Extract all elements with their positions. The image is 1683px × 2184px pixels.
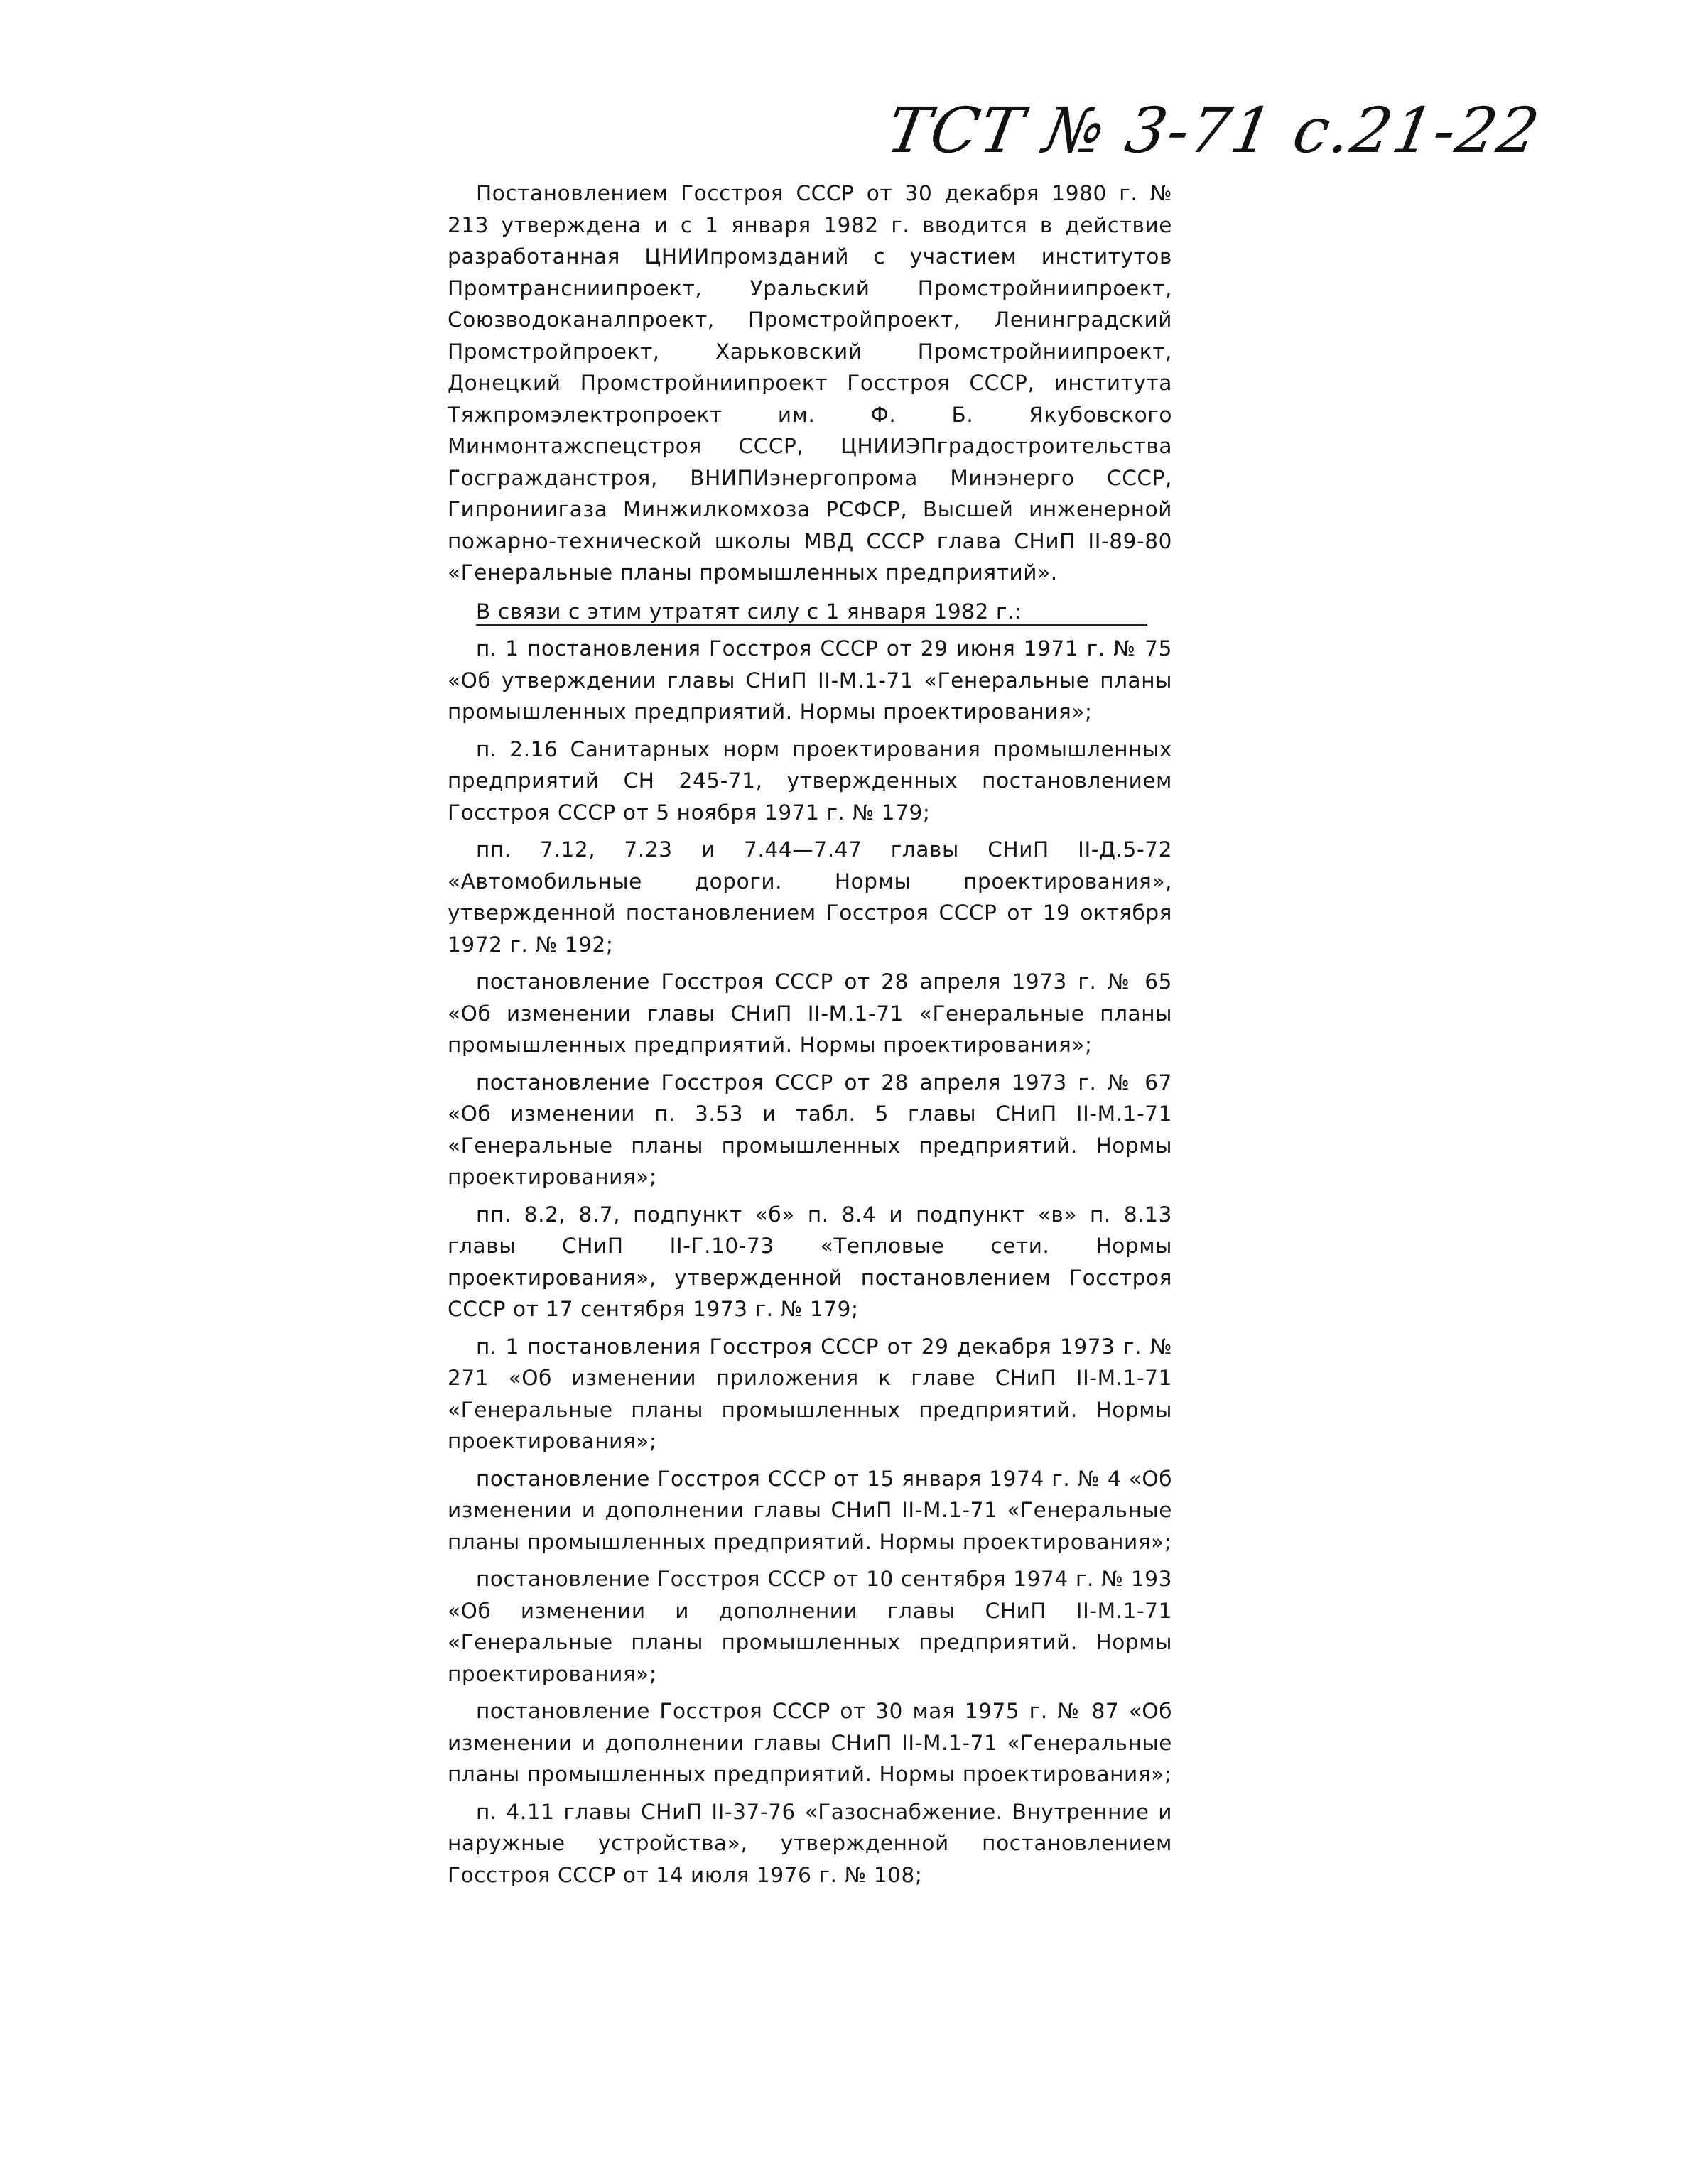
repealed-item: постановление Госстроя СССР от 28 апреля 1973 г. № 65 «Об изменении главы СНиП II-М.1-71 «Генеральные планы промышленных предприятий. Нормы проектирования»; bbox=[448, 969, 1172, 1057]
repealed-item: постановление Госстроя СССР от 15 января 1974 г. № 4 «Об изменении и дополнении главы СНиП II-М.1-71 «Генеральные планы промышленных предприятий. Нормы проектирования»; bbox=[448, 1466, 1172, 1554]
document-body bbox=[448, 178, 1172, 1896]
repealed-item: пп. 8.2, 8.7, подпункт «б» п. 8.4 и подпункт «в» п. 8.13 главы СНиП II-Г.10-73 «Тепловые сети. Нормы проектирования», утвержденной постановлением Госстроя СССР от 17 сентября 1973 г. № 179; bbox=[448, 1202, 1172, 1321]
repealed-item: пп. 7.12, 7.23 и 7.44—7.47 главы СНиП II-Д.5-72 «Автомобильные дороги. Нормы проектирования», утвержденной постановлением Госстроя СССР от 19 октября 1972 г. № 192; bbox=[448, 837, 1172, 957]
repealed-item: п. 1 постановления Госстроя СССР от 29 июня 1971 г. № 75 «Об утверждении главы СНиП II-М.1-71 «Генеральные планы промышленных предприятий. Нормы проектирования»; bbox=[448, 636, 1172, 724]
repealed-item: постановление Госстроя СССР от 28 апреля 1973 г. № 67 «Об изменении п. 3.53 и табл. 5 главы СНиП II-М.1-71 «Генеральные планы промышленных предприятий. Нормы проектирования»; bbox=[448, 1070, 1172, 1189]
repealed-item: п. 4.11 главы СНиП II-37-76 «Газоснабжение. Внутренние и наружные устройства», утвержденной постановлением Госстроя СССР от 14 июля 1976 г. № 108; bbox=[448, 1799, 1172, 1887]
repealed-item: п. 1 постановления Госстроя СССР от 29 декабря 1973 г. № 271 «Об изменении приложения к главе СНиП II-М.1-71 «Генеральные планы промышленных предприятий. Нормы проектирования»; bbox=[448, 1334, 1172, 1453]
repealed-item: постановление Госстроя СССР от 10 сентября 1974 г. № 193 «Об изменении и дополнении главы СНиП II-М.1-71 «Генеральные планы промышленных предприятий. Нормы проектирования»; bbox=[448, 1567, 1172, 1686]
repealed-item: п. 2.16 Санитарных норм проектирования промышленных предприятий СН 245-71, утвержденных постановлением Госстроя СССР от 5 ноября 1971 г. № 179; bbox=[448, 737, 1172, 825]
repeal-heading: В связи с этим утратят силу с 1 января 1982 г.: bbox=[476, 599, 1022, 624]
intro-paragraph: Постановлением Госстроя СССР от 30 декабря 1980 г. № 213 утверждена и с 1 января 1982 г. вводится в действие разработанная ЦНИИпромзданий с участием институтов Промтрансниипроект, Уральский Промстройниипроект, Союзводоканалпроект, Промстройпроект, Ленинградский Промстройпроект, Харьковский Промстройниипроект, Донецкий Промстройниипроект Госстроя СССР, института Тяжпромэлектропроект им. Ф. Б. Якубовского Минмонтажспецстроя СССР, ЦНИИЭПградостроительства Госгражданстроя, ВНИПИэнергопрома Минэнерго СССР, Гипрониигаза Минжилкомхоза РСФСР, Высшей инженерной пожарно-технической школы МВД СССР глава СНиП II-89-80 «Генеральные планы промышленных предприятий». bbox=[448, 181, 1172, 585]
handwritten-note: ТСТ № 3-71 с.21-22 bbox=[882, 94, 1546, 167]
repealed-item: постановление Госстроя СССР от 30 мая 1975 г. № 87 «Об изменении и дополнении главы СНиП II-М.1-71 «Генеральные планы промышленных предприятий. Нормы проектирования»; bbox=[448, 1699, 1172, 1786]
